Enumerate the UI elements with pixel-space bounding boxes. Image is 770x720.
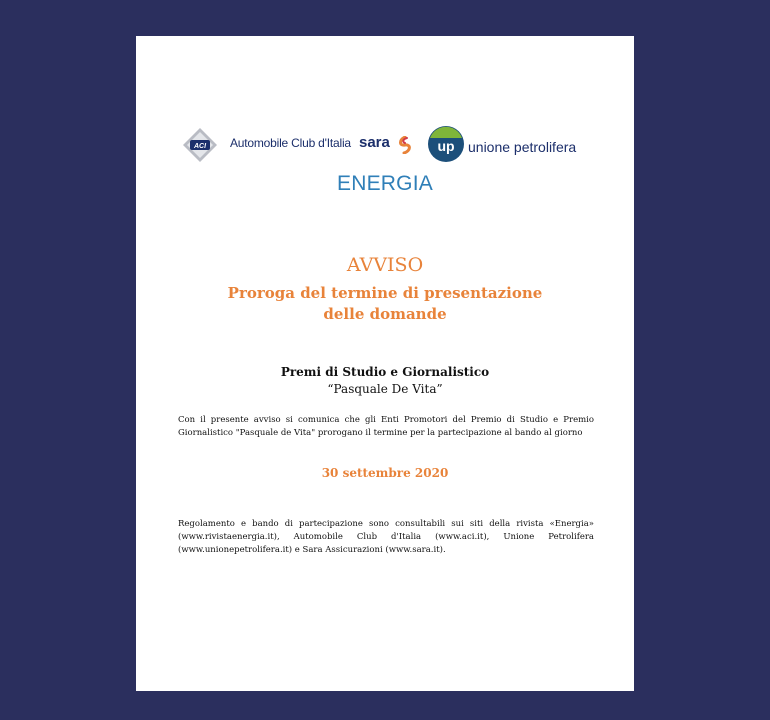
- up-name: unione petrolifera: [468, 139, 577, 155]
- prize-heading: [136, 364, 634, 398]
- energia-logo: ENERGIA: [337, 172, 433, 195]
- prize-line2: “Pasquale De Vita”: [327, 382, 443, 396]
- document-page: [136, 36, 634, 691]
- sara-swirl-icon: [397, 136, 413, 154]
- logo-row: [136, 124, 634, 174]
- notice-subtitle-line2: delle domande: [323, 305, 447, 323]
- notice-title: AVVISO: [346, 254, 424, 276]
- sara-name: sara: [359, 134, 390, 151]
- aci-name: Automobile Club d'Italia: [230, 136, 351, 150]
- aci-logo: [182, 127, 218, 163]
- body-paragraph-1: Con il presente avviso si comunica che gli Enti Promotori del Premio di Studio e Premio Giornalistico "Pasquale de Vita" prorogano il termine per la partecipazione al bando al giorno: [178, 415, 594, 438]
- deadline-date: 30 settembre 2020: [321, 466, 449, 480]
- up-logo: [427, 124, 465, 164]
- notice-subtitle-line1: Proroga del termine di presentazione: [227, 284, 543, 302]
- aci-badge-text: ACI: [193, 143, 207, 150]
- prize-line1: Premi di Studio e Giornalistico: [280, 365, 490, 379]
- notice-subtitle: [136, 283, 634, 325]
- body-paragraph-2: Regolamento e bando di partecipazione sono consultabili sui siti della rivista «Energia» (www.rivistaenergia.it), Automobile Club d'Italia (www.aci.it), Unione Petrolifera (www.unionepetrolifera.it) e Sara Assicurazioni (www.sara.it).: [178, 519, 594, 555]
- up-badge-text: up: [437, 138, 455, 154]
